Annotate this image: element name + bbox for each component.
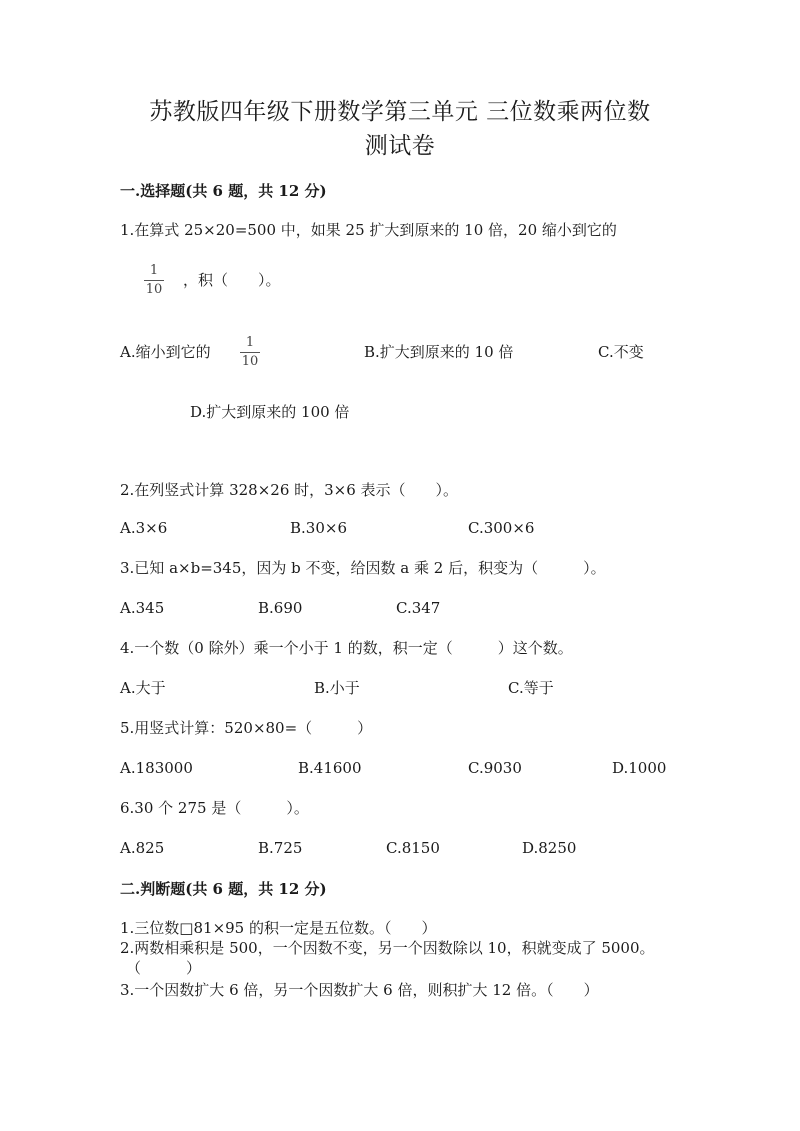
fraction-denominator: 10 (145, 282, 163, 297)
fraction-numerator: 1 (149, 263, 159, 278)
question-3-option-a: A.345 (120, 599, 165, 617)
question-5-option-b: B.41600 (298, 759, 362, 777)
question-5-option-c: C.9030 (468, 759, 522, 777)
question-6-text: 6.30 个 275 是（ ）。 (120, 799, 309, 817)
question-6-option-b: B.725 (258, 839, 303, 857)
question-6-option-a: A.825 (120, 839, 165, 857)
section-heading-judgement: 二.判断题(共 6 题，共 12 分) (120, 880, 327, 898)
question-5-option-d: D.1000 (612, 759, 667, 777)
question-1-option-a-fraction (240, 336, 260, 369)
question-2-text: 2.在列竖式计算 328×26 时，3×6 表示（ ）。 (120, 481, 459, 499)
question-5-text: 5.用竖式计算：520×80=（ ） (120, 719, 373, 737)
question-6-option-d: D.8250 (522, 839, 577, 857)
question-1-option-a: A.缩小到它的 (120, 343, 211, 361)
question-4-option-a: A.大于 (120, 679, 166, 697)
fraction-denominator: 10 (241, 354, 259, 369)
question-3-option-c: C.347 (396, 599, 441, 617)
question-2-option-a: A.3×6 (120, 519, 168, 537)
judgement-2-text-cont: （ ） (126, 959, 202, 977)
question-4-option-c: C.等于 (508, 679, 554, 697)
question-1-text-cont: ，积（ ）。 (183, 271, 281, 289)
question-6-option-c: C.8150 (386, 839, 440, 857)
question-3-text: 3.已知 a×b=345，因为 b 不变，给因数 a 乘 2 后，积变为（ ）。 (120, 559, 606, 577)
question-3-option-b: B.690 (258, 599, 303, 617)
section-heading-choice: 一.选择题(共 6 题，共 12 分) (120, 182, 327, 200)
fraction-numerator: 1 (245, 335, 255, 350)
fraction-bar (240, 352, 260, 353)
judgement-1-text: 1.三位数□81×95 的积一定是五位数。（ ） (120, 919, 437, 937)
question-2-option-b: B.30×6 (290, 519, 347, 537)
question-4-text: 4.一个数（0 除外）乘一个小于 1 的数，积一定（ ）这个数。 (120, 639, 573, 657)
question-4-option-b: B.小于 (314, 679, 360, 697)
question-1-option-d: D.扩大到原来的 100 倍 (190, 403, 350, 421)
question-1-text: 1.在算式 25×20=500 中，如果 25 扩大到原来的 10 倍，20 缩小到它的 (120, 221, 617, 239)
question-1-option-b: B.扩大到原来的 10 倍 (364, 343, 514, 361)
fraction-bar (144, 280, 164, 281)
judgement-2-text: 2.两数相乘积是 500，一个因数不变，另一个因数除以 10，积就变成了 5000。 (120, 939, 655, 957)
question-5-option-a: A.183000 (120, 759, 193, 777)
exam-title-line1: 苏教版四年级下册数学第三单元 三位数乘两位数 (149, 99, 651, 125)
judgement-3-text: 3.一个因数扩大 6 倍，另一个因数扩大 6 倍，则积扩大 12 倍。（ ） (120, 981, 599, 999)
question-2-option-c: C.300×6 (468, 519, 535, 537)
exam-title-line2: 测试卷 (364, 133, 436, 159)
question-1-fraction (144, 264, 164, 297)
question-1-option-c: C.不变 (598, 343, 644, 361)
